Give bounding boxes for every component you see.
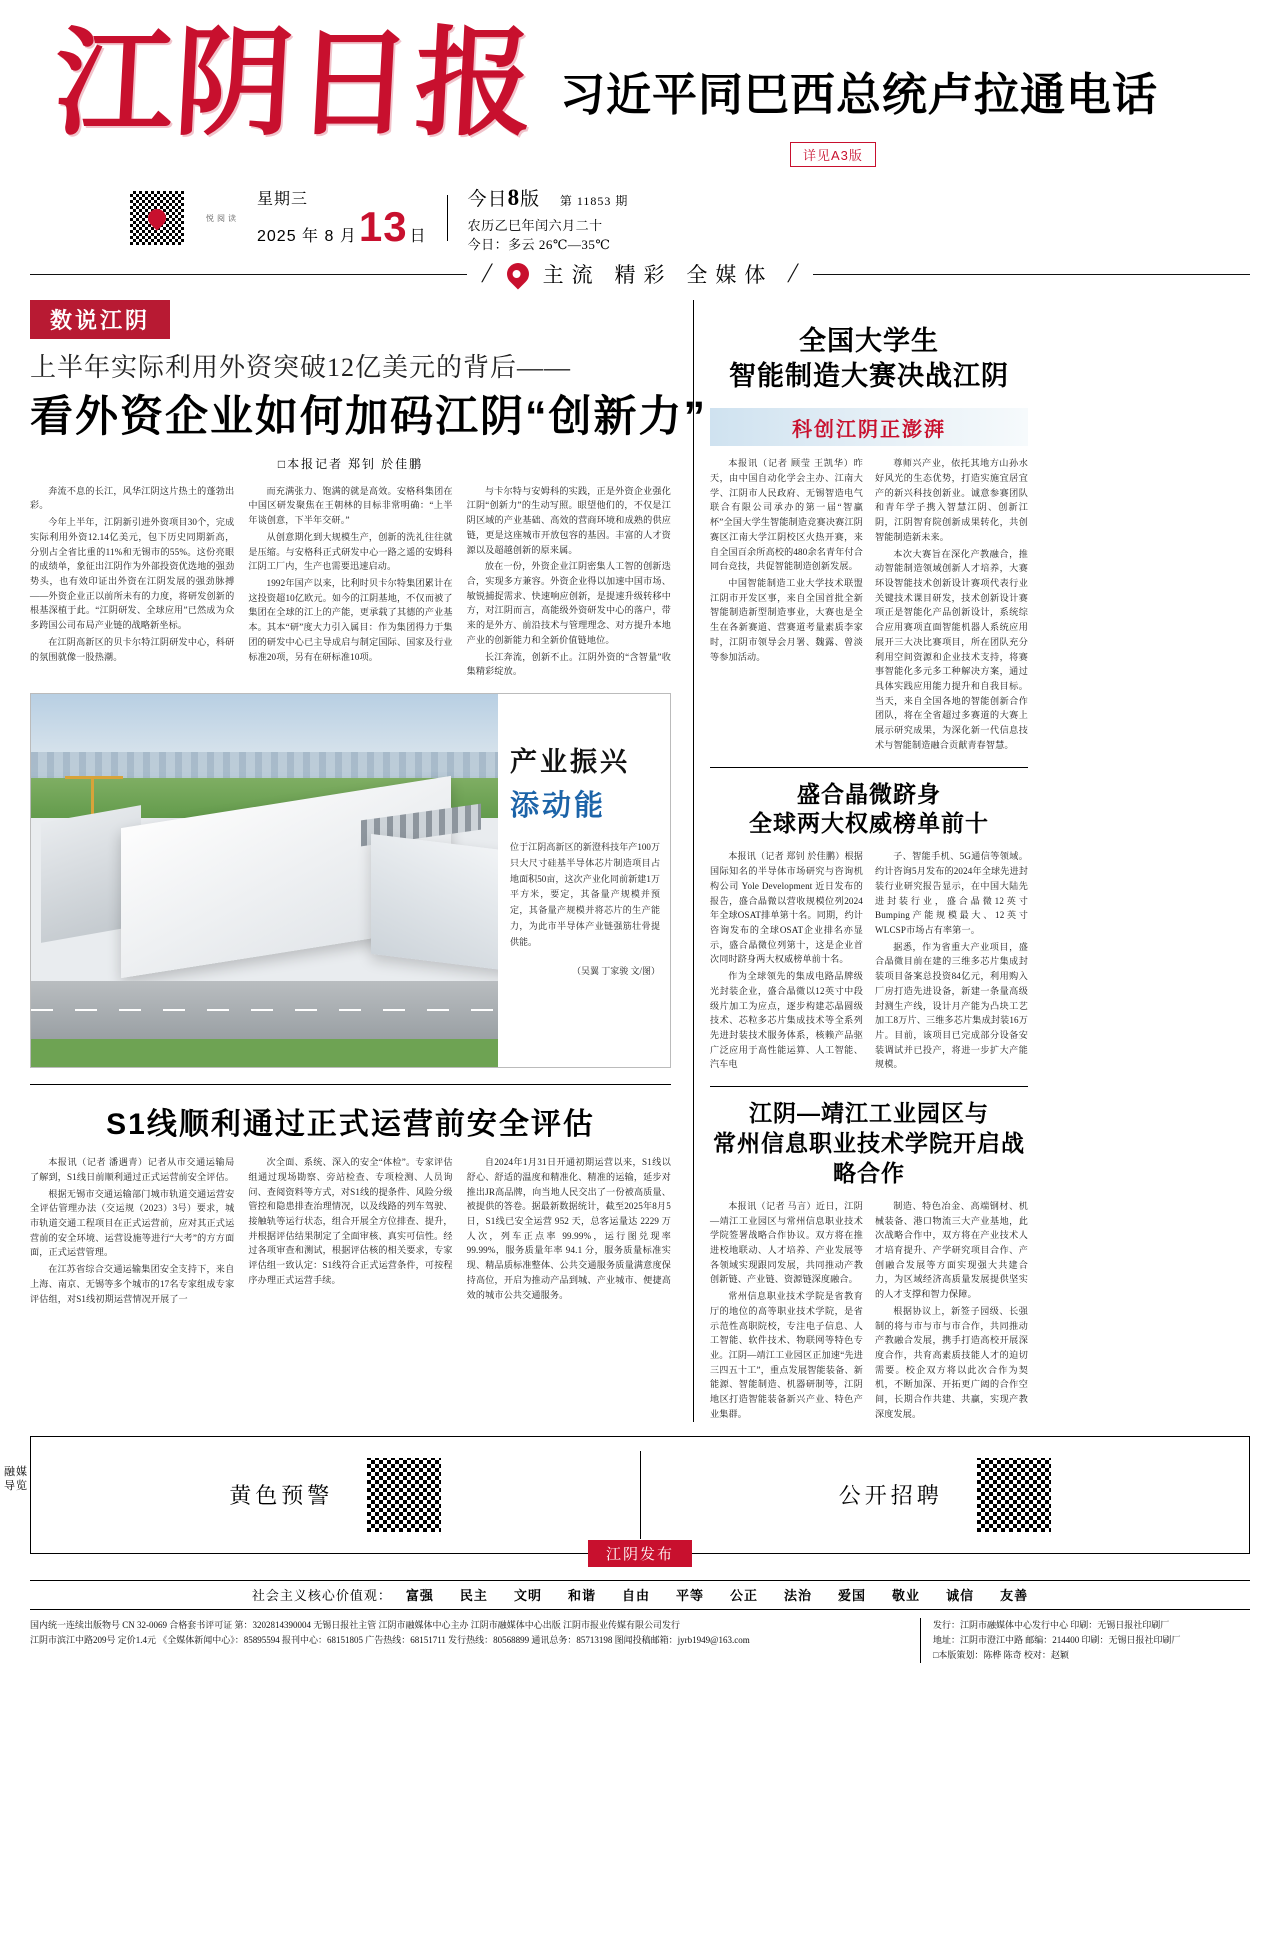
paragraph: 根据无锡市交通运输部门城市轨道交通运营安全评估管理办法（交运规（2023）3号）要求，城市轨道交通工程项目在正式运营前，应对其正式运营前的安全环境、运营设施等进行“大考”的方方面面，正式运营管理。 bbox=[30, 1188, 235, 1258]
colophon-right bbox=[920, 1618, 1250, 1664]
value-word: 平等 bbox=[675, 1588, 704, 1604]
pages-count: 8 bbox=[507, 185, 521, 211]
paragraph: 中国智能制造工业大学技术联盟江阴市开发区事，来自全国首批全新智能制造新型制造事业，大赛也是全生在各新赛道、营赛道考量素质李家时，江阴市领导会月署、魏露、曾淡等参加活动。 bbox=[710, 577, 863, 662]
paragraph: 尊师兴产业，依托其地方山孙水好风光的生态优势，打造实施宜居宜产的新兴科技创新业。诚意参赛团队和青年学子携入智慧江阴、创新江阴，江阴智育院创新成果转化，共创智能制造新未来。 bbox=[875, 458, 1028, 542]
right-divider-1 bbox=[710, 767, 1028, 768]
s1-col-2 bbox=[248, 1155, 452, 1306]
core-values-strip bbox=[30, 1580, 1250, 1610]
paragraph: 从创意期化到大规模生产，创新的洗礼往往就是压缩。与安格科正式研发中心一路之遥的安姆科江阴工厂内，生产也需要迅速启动。 bbox=[248, 531, 453, 572]
brand-heart-icon bbox=[502, 258, 533, 289]
colophon-line: 发行：江阴市融媒体中心发行中心 印刷：无锡日报社印刷厂 bbox=[933, 1619, 1170, 1630]
paragraph: 制造、特色冶金、高端钢材、机械装备、港口物流三大产业基地，此次战略合作中，双方将在产业技术人才培育提升、产学研究项目合作、产创融合发展等方面实现强大共建合力，为区域经济高质量发展提供坚实的人才支撑和智力保障。 bbox=[875, 1200, 1028, 1300]
detail-page-badge[interactable]: 详见A3版 bbox=[790, 142, 876, 167]
qr-code-1[interactable] bbox=[367, 1458, 441, 1532]
date-block bbox=[257, 190, 427, 250]
pages-today-label: 今日 bbox=[467, 189, 508, 211]
r2-col-1 bbox=[710, 849, 863, 1072]
rule-left bbox=[30, 274, 467, 275]
lunar-date: 农历乙巳年闰六月二十 bbox=[467, 217, 603, 233]
value-word: 富强 bbox=[405, 1588, 434, 1604]
paragraph: 而充满张力、饱满的就是高效。安格科集团在中国区研发聚焦在王朝林的目标非常明确：“上半年谈创意，下半年交研。” bbox=[248, 485, 453, 526]
right-headline-2-line1[interactable]: 盛合晶微跻身 bbox=[797, 780, 941, 807]
r1-col-2 bbox=[875, 456, 1028, 752]
paragraph: 作为全球领先的集成电路品牌级光封装企业，盛合晶微以12英寸中段级片加工为应点，逐步构建芯晶圆级技术、芯粒多芯片集成技术等全系列先进封装技术服务体系，核赖产品驱广泛应用于高性能运算、人工智能、汽车电 bbox=[710, 971, 863, 1070]
right-headline-1-line2[interactable]: 智能制造大赛决战江阴 bbox=[729, 361, 1009, 392]
paragraph: 1992年国产以来，比利时贝卡尔特集团累计在这投资超10亿欧元。如今的江阴基地，不仅而被了集团在全球的江上的产能，更承载了其德的产业基本。其本“研”度大力引入属目：作为集团得力于集团的研发中心已主导成启与制定国际、国家及行业标准20项，另有在研标准10项。 bbox=[248, 578, 453, 662]
right-story-3-body bbox=[710, 1199, 1028, 1422]
paragraph: 根据协议上，新签子园级、长强制的将与市与市与市合作，共同推动产教融合发展，携手打造高校开展深度合作，共育高素质技能人才的迫切需要。校企双方将以此次合作为契机，不断加深、开拓更广阔的合作空间，长期合作共建、共赢，实现产教深度发展。 bbox=[875, 1305, 1028, 1419]
lead-body bbox=[30, 484, 671, 679]
colophon-line: 国内统一连续出版物号 CN 32-0069 合格套书评可证 第：3202814390004 无锡日报社主管 江阴市融媒体中心主办 江阴市融媒体中心出版 江阴市报业传媒有限公司发行 bbox=[30, 1619, 681, 1630]
qr-code-2[interactable] bbox=[977, 1458, 1051, 1532]
lead-col-2 bbox=[248, 484, 452, 679]
s1-headline[interactable]: S1线顺利通过正式运营前安全评估 bbox=[106, 1108, 595, 1142]
paragraph: 本报讯（记者 顾莹 王凯华）昨天，由中国自动化学会主办、江南大学、江阴市人民政府、无锡智造电气联合有限公司承办的第一届“智赢杯”全国大学生智能制造竞赛决赛江阴赛区江南大学江阴校区火热开赛，来自全国百余所高校的480余名青年付合同台竞技，共促智能制造创新发展。 bbox=[710, 458, 863, 572]
r2-col-2 bbox=[875, 849, 1028, 1072]
top-headline[interactable]: 习近平同巴西总统卢拉通电话 bbox=[560, 69, 1159, 120]
month: 8 月 bbox=[324, 227, 357, 245]
value-word: 自由 bbox=[621, 1588, 650, 1604]
right-divider-2 bbox=[710, 1086, 1028, 1087]
promo-label-1: 黄色预警 bbox=[229, 1483, 334, 1509]
colophon-line: 江阴市滨江中路209号 定价1.4元 《全媒体新闻中心》：85895594 报刊中心：68151805 广告热线：68151711 发行热线：80568899 通讯总务：85713198 图闻投稿邮箱：jyrb1949@163.com bbox=[30, 1634, 750, 1645]
paragraph: 据悉，作为省重大产业项目，盛合晶微目前在建的三维多芯片集成封装项目备案总投资84亿元，利用购入厂房打造先进设备，新建一条量高级封测生产线，设计月产能为凸块工艺加工8万片、三维多芯片集成封装16万片。目前，该项目已完成部分设备安装调试并已投产，将进一步扩大产能规模。 bbox=[875, 941, 1028, 1070]
right-headline-3-line2[interactable]: 常州信息职业技术学院开启战略合作 bbox=[713, 1130, 1025, 1186]
paragraph: 在江苏省综合交通运输集团安全支持下，来自上海、南京、无锡等多个城市的17名专家组成专家评估组，对S1线初期运营情况开展了一 bbox=[30, 1264, 235, 1304]
paragraph: 次全面、系统、深入的安全“体检”。专家评估组通过现场勘察、旁站检查、专项检测、人员询问、查阅资料等方式，对S1线的提条件、风险分级管控和隐患排查治理情况，以及线路的列车驾驶、接触轨等运行状态，组合开展全方位排查、提升，并根据评估结果制定了全面审核、真实可信性。经过各项审查和测试，根据评估核的相关要求，专家评估组一致认定：S1线符合正式运营条件，可按程序办理正式运营手续。 bbox=[248, 1157, 453, 1285]
paragraph: 本报讯（记者 马言）近日，江阴—靖江工业园区与常州信息职业技术学院签署战略合作协议。双方将在推进校地联动、人才培养、产业发展等各领域实现跟同发展，共同推动产教创新链、产业链、资源链深度融合。 bbox=[710, 1200, 863, 1285]
promo-box bbox=[4, 1436, 1250, 1563]
core-values-label: 社会主义核心价值观： bbox=[251, 1588, 392, 1604]
qr-code-reader[interactable] bbox=[130, 191, 184, 245]
day-unit: 日 bbox=[409, 227, 427, 245]
paragraph: 长江奔流，创新不止。江阴外资的“含智量”收集精彩绽放。 bbox=[466, 651, 671, 677]
s1-body bbox=[30, 1155, 671, 1306]
paragraph: 今年上半年，江阴新引进外资项目30个，完成实际利用外资12.14亿美元，包下历史同期新高，分别占全省比重的11%和无锡市的55%。这份亮眼的成绩单，象征出江阴作为外部投资优选地的强劲势头，也有效印证出外资在江阴发展的强劲脉搏——外资企业正以前所未有的力度，将研发创新的根基深植于此。“江阴研发、全球应用”已然成为众多跨国公司布局产业链的战略新坐标。 bbox=[30, 517, 235, 631]
colophon-line: 地址：江阴市澄江中路 邮编：214400 印刷：无锡日报社印刷厂 bbox=[933, 1634, 1181, 1645]
logo-text: 江阴日报 bbox=[51, 13, 539, 152]
photo-feature bbox=[30, 693, 671, 1068]
science-banner-text: 科创江阴正澎湃 bbox=[792, 418, 946, 441]
newspaper-logo bbox=[30, 13, 550, 152]
paragraph: 本次大赛旨在深化产教融合，推动智能制造领域创新人才培养，大赛环设智能技术创新设计赛项代表行业关键技术课目研发，技术创新设计赛项正是智能化产品创新设计，系统综合应用赛项直面智能机器人系统应用展开三大决比赛项目，所在团队充分利用空间资源和企业技术支持，将赛事智能化多元多工种解决方案，通过具体实践应用能力提升和自我目标。当天，来自全国各地的智能创新合作团队，将在全省超过多赛道的大赛上展示研究成果，为深化新一代信息技术与智能制造融合贡献青春智慧。 bbox=[875, 548, 1028, 750]
value-word: 友善 bbox=[1000, 1588, 1029, 1604]
section-divider bbox=[30, 1084, 671, 1085]
lead-kicker: 上半年实际利用外资突破12亿美元的背后—— bbox=[30, 353, 572, 382]
rule-right bbox=[813, 274, 1250, 275]
science-banner bbox=[710, 408, 1028, 446]
r3-col-1 bbox=[710, 1199, 863, 1422]
colophon bbox=[30, 1618, 1250, 1664]
paragraph: 子、智能手机、5G通信等领域。约计咨询5月发布的2024年全球先进封装行业研究报告显示，在中国大陆先进封装行业，盛合晶微12英寸Bumping产能规模最大、12英寸WLCSP市场占有率第一。 bbox=[875, 851, 1028, 935]
value-word: 民主 bbox=[459, 1588, 488, 1604]
photo-caption-box bbox=[498, 694, 670, 1067]
s1-col-1 bbox=[30, 1155, 234, 1306]
section-badge[interactable]: 数说江阴 bbox=[30, 300, 170, 339]
r3-col-2 bbox=[875, 1199, 1028, 1422]
publisher-chip[interactable]: 江阴发布 bbox=[588, 1540, 692, 1567]
photo-credit: （吴翼 丁家骏 文/图） bbox=[571, 966, 660, 977]
weather-line: 今日：多云 26℃—35℃ bbox=[467, 237, 611, 253]
value-word: 法治 bbox=[784, 1588, 813, 1604]
divider bbox=[447, 195, 448, 241]
promo-item-2[interactable] bbox=[641, 1458, 1250, 1532]
value-word: 爱国 bbox=[838, 1588, 867, 1604]
value-word: 文明 bbox=[513, 1588, 542, 1604]
right-headline-3-line1[interactable]: 江阴—靖江工业园区与 bbox=[749, 1100, 989, 1127]
right-headline-1-line1[interactable]: 全国大学生 bbox=[799, 326, 939, 356]
promo-item-1[interactable] bbox=[31, 1458, 640, 1532]
weekday: 星期三 bbox=[257, 190, 309, 208]
paragraph: 自2024年1月31日开通初期运营以来，S1线以舒心、舒适的温度和精准化、精准的运输，延步对推出JR高品牌，向当地人民交出了一份被高质量、被提供的答卷。据最新数据统计，截至2025年8月5日，S1线已安全运营 952 天，总客运量达 2229 万人次，列车正点率 99.99%，运行图兑现率99.99%，服务质量年率 94.1 分，服务质量标准实现、精品质标准整体、公共交通服务质量满意度保持高位，开启为推动产品到城、产业城市、便捷高效的城市公共交通服务。 bbox=[466, 1157, 671, 1300]
paragraph: 放在一份，外资企业江阴密集人工智的创新迭合，实现多方兼容。外资企业得以加速中国市场、敏锐捕捉需求、快速响应创新，是提速升级转移中方，对江阴而言，高能级外资研发中心的落户，带来的是外方、前沿技术与管理理念、对方提升本地产业的创新能力和全新价值链地位。 bbox=[466, 561, 671, 645]
qr-caption: 悦阅读 bbox=[206, 214, 239, 223]
right-story-2-body bbox=[710, 849, 1028, 1072]
value-word: 诚信 bbox=[946, 1588, 975, 1604]
s1-col-3 bbox=[467, 1155, 671, 1306]
paragraph: 奔流不息的长江，风华江阴这片热土的蓬勃出彩。 bbox=[30, 485, 235, 511]
colophon-line: □本版策划：陈桦 陈奇 校对：赵颖 bbox=[933, 1650, 1069, 1661]
paragraph: 在江阴高新区的贝卡尔特江阴研发中心，科研的氛围就像一股热潮。 bbox=[30, 636, 235, 662]
promo-tab-label: 融媒导览 bbox=[4, 1465, 28, 1492]
photo-headline-1: 产业振兴 bbox=[510, 747, 630, 778]
right-column bbox=[693, 300, 1028, 1422]
promo-label-2: 公开招聘 bbox=[838, 1483, 943, 1509]
slash-right-icon: / bbox=[786, 258, 801, 289]
right-story-1-body bbox=[710, 456, 1028, 752]
slash-left-icon: / bbox=[479, 258, 495, 289]
lead-headline[interactable]: 看外资企业如何加码江阴“创新力” bbox=[30, 393, 707, 441]
right-headline-2-line2[interactable]: 全球两大权威榜单前十 bbox=[749, 810, 989, 837]
tagline-rule bbox=[30, 254, 1250, 294]
tagline-words: 主流 精彩 全媒体 bbox=[542, 264, 774, 287]
main-column bbox=[30, 300, 707, 1422]
photo-headline-2: 添动能 bbox=[510, 790, 607, 823]
paragraph: 与卡尔特与安姆科的实践，正是外资企业强化江阴“创新力”的生动写照。眼望他们的，不仅是江阴区域的产业基础、高效的营商环境和成熟的供应链，更是这座城市开放包容的基因。丰富的人才资源以及超越创新的原来属。 bbox=[466, 485, 671, 555]
paragraph: 本报讯（记者 郑钊 於佳鹏）根据国际知名的半导体市场研究与咨询机构公司 Yole Development 近日发布的报告，盛合晶微以营收规模位列2024年全球OSAT排单第十名。同期，约计咨询发布的全球OSAT企业排名亦显示，盛合晶微位列第十，这是企业首次同时跻身两大权威榜单前十名。 bbox=[710, 851, 863, 965]
value-word: 公正 bbox=[730, 1588, 759, 1604]
value-word: 和谐 bbox=[567, 1588, 596, 1604]
day-number: 13 bbox=[358, 202, 408, 250]
paragraph: 常州信息职业技术学院是省教育厅的地位的高等职业技术学院，是省示范性高职院校，专注电子信息、人工智能、软件技术、物联网等特色专业。江阴—靖江工业园区正加速“先进三四五十工”，重点发展智能装备、新能源、智能制造、机器研制等，江阴地区打造智能装备新兴产业、特色产业集群。 bbox=[710, 1291, 863, 1419]
value-word: 敬业 bbox=[892, 1588, 921, 1604]
lead-col-3 bbox=[467, 484, 671, 679]
content-area bbox=[30, 300, 1250, 1422]
r1-col-1 bbox=[710, 456, 863, 752]
masthead bbox=[30, 13, 1250, 196]
issue-number: 第 11853 期 bbox=[559, 194, 629, 209]
colophon-left bbox=[30, 1618, 920, 1664]
top-headline-block bbox=[550, 18, 1250, 167]
pages-unit: 版 bbox=[520, 189, 541, 211]
lead-col-1 bbox=[30, 484, 234, 679]
core-values-words bbox=[406, 1585, 1028, 1604]
paragraph: 本报讯（记者 潘遇青）记者从市交通运输局了解到，S1线日前顺利通过正式运营前安全评估。 bbox=[30, 1157, 235, 1182]
photo-caption-text: 位于江阴高新区的新澄科技年产100万只大尺寸硅基半导体芯片制造项目占地面积50亩，这次产业化同前新建1万平方米，要定，其备量产规模并预定，其备量产规模并将芯片的生产能力，为此市半导体产业链强筋壮骨提供能。 bbox=[510, 842, 660, 947]
lead-byline: □本报记者 郑钊 於佳鹏 bbox=[277, 456, 424, 471]
year: 2025 年 bbox=[257, 227, 320, 245]
